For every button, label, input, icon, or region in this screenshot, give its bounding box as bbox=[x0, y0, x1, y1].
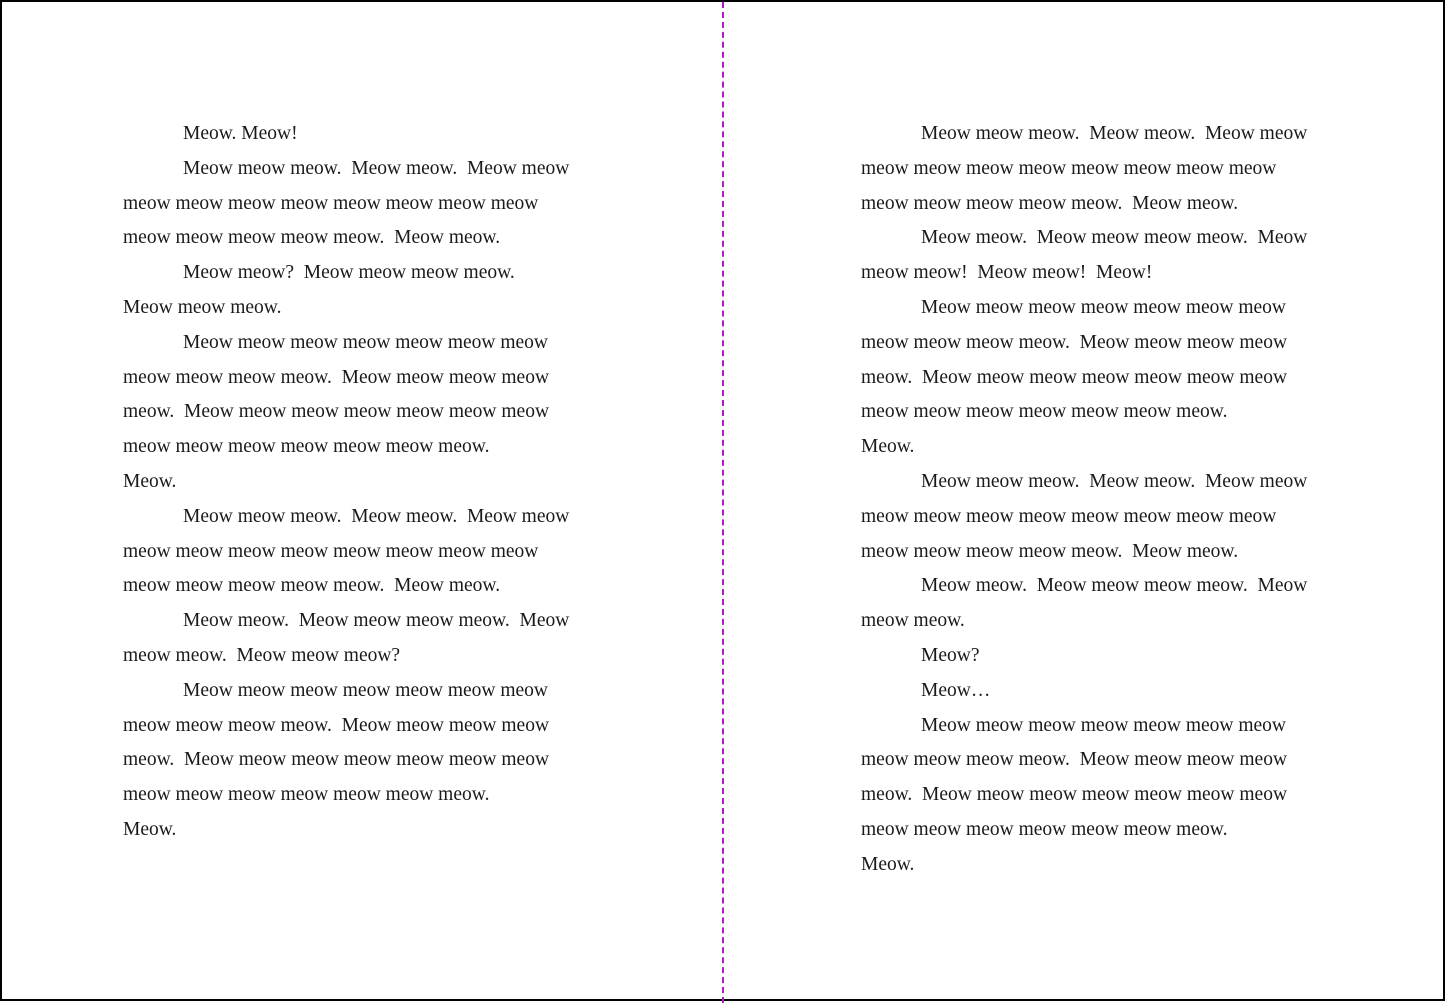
text-line: meow meow meow meow meow. Meow meow. bbox=[861, 540, 1239, 562]
text-line: meow meow meow meow meow. Meow meow. bbox=[861, 192, 1239, 214]
text-line: meow meow meow meow meow meow meow meow bbox=[861, 157, 1277, 179]
text-line: meow meow meow meow meow meow meow meow bbox=[123, 192, 539, 214]
text-line: Meow meow. Meow meow meow meow. Meow bbox=[921, 575, 1308, 597]
text-line: Meow meow? Meow meow meow meow. bbox=[183, 262, 515, 284]
text-line: meow meow meow meow meow meow meow. bbox=[123, 436, 490, 458]
text-line: meow meow meow meow meow meow meow meow bbox=[123, 540, 539, 562]
text-line: meow. Meow meow meow meow meow meow meow bbox=[123, 401, 550, 423]
text-line: meow meow meow meow meow meow meow. bbox=[861, 818, 1228, 840]
left-page bbox=[2, 2, 722, 1003]
text-line: Meow meow meow. Meow meow. Meow meow bbox=[183, 505, 570, 527]
text-line: meow. Meow meow meow meow meow meow meow bbox=[861, 366, 1288, 388]
text-line: meow meow. bbox=[861, 610, 965, 632]
text-line: Meow meow meow meow meow meow meow bbox=[183, 679, 549, 701]
text-line: meow meow meow meow. Meow meow meow meow bbox=[123, 366, 550, 388]
text-line: Meow. bbox=[861, 853, 915, 875]
text-line: meow meow meow meow. Meow meow meow meow bbox=[861, 331, 1288, 353]
text-line: Meow meow meow meow meow meow meow bbox=[921, 296, 1287, 318]
left-page-text bbox=[123, 117, 603, 848]
text-line: meow meow meow meow meow meow meow. bbox=[123, 784, 490, 806]
text-line: meow meow meow meow. Meow meow meow meow bbox=[861, 749, 1288, 771]
text-line: Meow… bbox=[921, 679, 991, 701]
text-line: Meow. bbox=[123, 470, 177, 492]
text-line: meow meow meow meow meow meow meow meow bbox=[861, 505, 1277, 527]
text-line: Meow meow meow meow meow meow meow bbox=[183, 331, 549, 353]
text-line: Meow meow meow meow meow meow meow bbox=[921, 714, 1287, 736]
text-line: Meow meow meow. Meow meow. Meow meow bbox=[921, 470, 1308, 492]
text-line: meow meow meow meow meow. Meow meow. bbox=[123, 575, 501, 597]
text-line: Meow. Meow! bbox=[183, 123, 298, 144]
text-line: meow meow meow meow. Meow meow meow meow bbox=[123, 714, 550, 736]
text-line: Meow? bbox=[921, 644, 980, 666]
text-line: Meow meow. Meow meow meow meow. Meow bbox=[183, 610, 570, 632]
text-line: Meow. bbox=[123, 818, 177, 840]
text-line: Meow meow meow. Meow meow. Meow meow bbox=[921, 123, 1308, 144]
right-page bbox=[724, 2, 1444, 1003]
text-line: Meow meow meow. Meow meow. Meow meow bbox=[183, 157, 570, 179]
right-page-text bbox=[861, 117, 1341, 883]
text-line: meow meow meow meow meow meow meow. bbox=[861, 401, 1228, 423]
text-line: meow. Meow meow meow meow meow meow meow bbox=[861, 784, 1288, 806]
text-line: meow. Meow meow meow meow meow meow meow bbox=[123, 749, 550, 771]
text-line: meow meow meow meow meow. Meow meow. bbox=[123, 227, 501, 249]
text-line: meow meow. Meow meow meow? bbox=[123, 644, 401, 666]
text-line: Meow. bbox=[861, 436, 915, 458]
text-line: Meow meow meow. bbox=[123, 296, 282, 318]
text-line: meow meow! Meow meow! Meow! bbox=[861, 262, 1153, 284]
text-line: Meow meow. Meow meow meow meow. Meow bbox=[921, 227, 1308, 249]
